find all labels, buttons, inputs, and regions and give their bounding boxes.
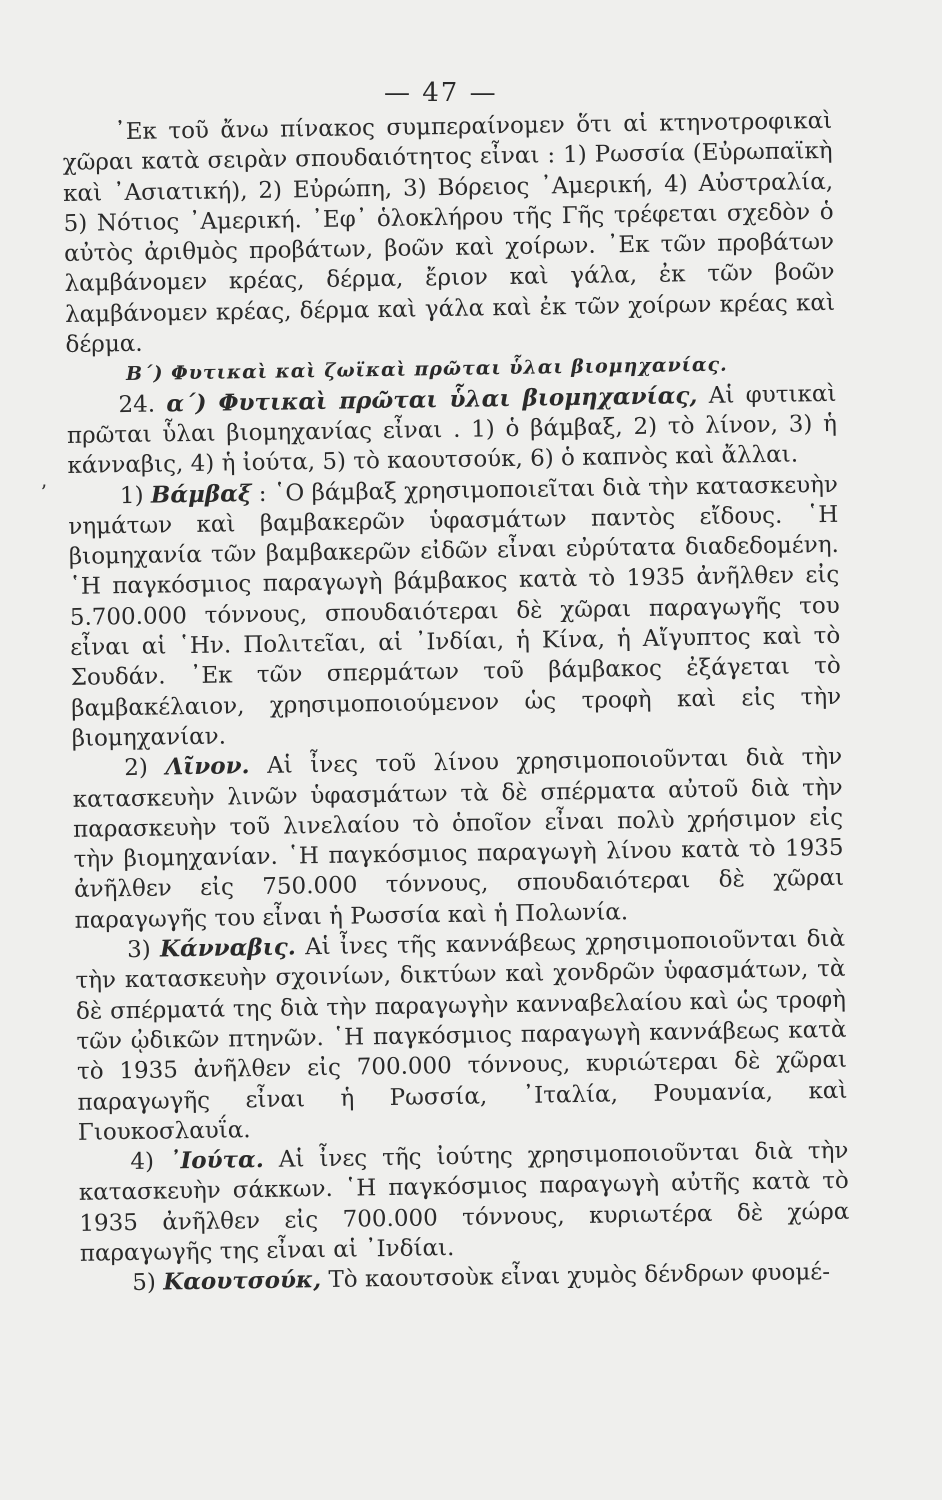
item-separator: : <box>251 480 275 507</box>
item-paragraph-flax <box>72 742 845 936</box>
item-text: Αἱ ἶνες τῆς καννάβεως χρησιμοποιοῦνται διὰ τὴν κατασκευὴν σχοινίων, δικτύων καὶ χονδρῶν ὑφασμάτων, τὰ δὲ σπέρματά της διὰ τὴν παραγωγὴν κανναβελαίου καὶ ὡς τροφὴ τῶν ᾠδικῶν πτηνῶν. ῾Η παγκόσμιος παραγωγὴ καννάβεως κατὰ τὸ 1935 ἀνῆλθεν εἰς 700.000 τόννους, κυριώτεραι δὲ χῶραι παραγωγῆς εἶναι ἡ Ρωσσία, ᾿Ιταλία, Ρουμανία, καὶ Γιουκοσλαυΐα. <box>75 925 848 1146</box>
item-term: Βάμβαξ <box>150 479 252 509</box>
item-number: 4) <box>130 1148 155 1176</box>
item-term: Λῖνον. <box>165 752 250 781</box>
section-text: Αἱ φυτικαὶ πρῶται ὗλαι βιομηχανίας εἶναι . 1) ὁ βάμβαξ, 2) τὸ λίνον, 3) ἡ κάνναβις, 4) ἡ ἰούτα, 5) τὸ καουτσούκ, 6) ὁ καπνὸς καὶ ἄλλαι. <box>66 380 838 480</box>
item-term: ᾿Ιούτα. <box>168 1146 264 1175</box>
item-term: Κάνναβις. <box>159 933 296 963</box>
item-paragraph-hemp <box>75 924 848 1148</box>
item-text: ῾Ο βάμβαξ χρησιμοποιεῖται διὰ τὴν κατασκευὴν νημάτων καὶ βαμβακερῶν ὑφασμάτων παντὸς εἴδους. ῾Η βιομηχανία τῶν βαμβακερῶν εἰδῶν εἶναι εὐρύτατα διαδεδομένη. ῾Η παγκόσμιος παραγωγὴ βάμβακος κατὰ τὸ 1935 ἀνῆλθεν εἰς 5.700.000 τόννους, σπουδαιότεραι δὲ χῶραι παραγωγῆς του εἶναι αἱ ῾Ην. Πολιτεῖαι, αἱ ᾿Ινδίαι, ἡ Κίνα, ἡ Αἴγυπτος καὶ τὸ Σουδάν. ᾿Εκ τῶν σπερμάτων τοῦ βάμβακος ἐξάγεται τὸ βαμβακέλαιον, χρησιμοποιούμενον ὡς τροφὴ καὶ εἰς τὴν βιομηχανίαν. <box>68 471 842 752</box>
page-body <box>62 106 850 1300</box>
section-heading: Β΄) Φυτικαὶ καὶ ζωϊκαὶ πρῶται ὗλαι βιομηχανίας. <box>125 353 728 386</box>
item-text: Τὸ καουτσοὺκ εἶναι χυμὸς δένδρων φυομέ- <box>328 1259 831 1294</box>
item-separator <box>296 934 306 960</box>
page-number: — 47 — <box>384 78 498 108</box>
item-number: 2) <box>124 754 149 782</box>
item-paragraph-cotton <box>68 469 842 754</box>
item-number: 5) <box>132 1269 157 1297</box>
item-number: 1) <box>119 482 144 509</box>
item-paragraph-jute <box>78 1136 850 1269</box>
intro-paragraph: ᾿Εκ τοῦ ἄνω πίνακος συμπεραίνομεν ὅτι αἱ κτηνοτροφικαὶ χῶραι κατὰ σειρὰν σπουδαιότητος εἶναι : 1) Ρωσσία (Εὐρωπαϊκὴ καὶ ᾿Ασιατική), 2) Εὐρώπη, 3) Βόρειος ᾿Αμερική, 4) Αὐστραλία, 5) Νότιος ᾿Αμερική. ᾿Εφ᾿ ὁλοκλήρου τῆς Γῆς τρέφεται σχεδὸν ὁ αὐτὸς ἀριθμὸς προβάτων, βοῶν καὶ χοίρων. ᾿Εκ τῶν προβάτων λαμβάνομεν κρέας, δέρμα, ἔριον καὶ γάλα, ἐκ τῶν βοῶν λαμβάνομεν κρέας, δέρμα καὶ γάλα καὶ ἐκ τῶν χοίρων κρέας καὶ δέρμα. <box>62 107 836 359</box>
item-term: Καουτσούκ, <box>163 1266 322 1296</box>
item-separator <box>249 753 267 779</box>
item-text: Αἱ ἶνες τοῦ λίνου χρησιμοποιοῦνται διὰ τὴν κατασκευὴν λινῶν ὑφασμάτων τὰ δὲ σπέρματα αὐτοῦ διὰ τὴν παρασκευὴν τοῦ λινελαίου τὸ ὁποῖον εἶναι πολὺ χρήσιμον εἰς τὴν βιομηχανίαν. ῾Η παγκόσμιος παραγωγὴ λίνου κατὰ τὸ 1935 ἀνῆλθεν εἰς 750.000 τόννους, σπουδαιότεραι δὲ χῶραι παραγωγῆς του εἶναι ἡ Ρωσσία καὶ ἡ Πολωνία. <box>72 744 845 934</box>
item-separator <box>264 1147 279 1173</box>
section-number: 24. <box>118 391 156 418</box>
item-number: 3) <box>126 936 151 964</box>
margin-tick-mark: ʼ <box>40 480 47 504</box>
section-paragraph <box>66 379 837 482</box>
item-text: Αἱ ἶνες τῆς ἰούτης χρησιμοποιοῦνται διὰ τὴν κατασκευὴν σάκκων. ῾Η παγκόσμιος παραγωγὴ αὐτῆς κατὰ τὸ 1935 ἀνῆλθεν εἰς 700.000 τόννους, κυριωτέρα δὲ χώρα παραγωγῆς της εἶναι αἱ ᾿Ινδίαι. <box>78 1137 850 1267</box>
section-title: α΄) Φυτικαὶ πρῶται ὗλαι βιομηχανίας, <box>166 381 698 418</box>
